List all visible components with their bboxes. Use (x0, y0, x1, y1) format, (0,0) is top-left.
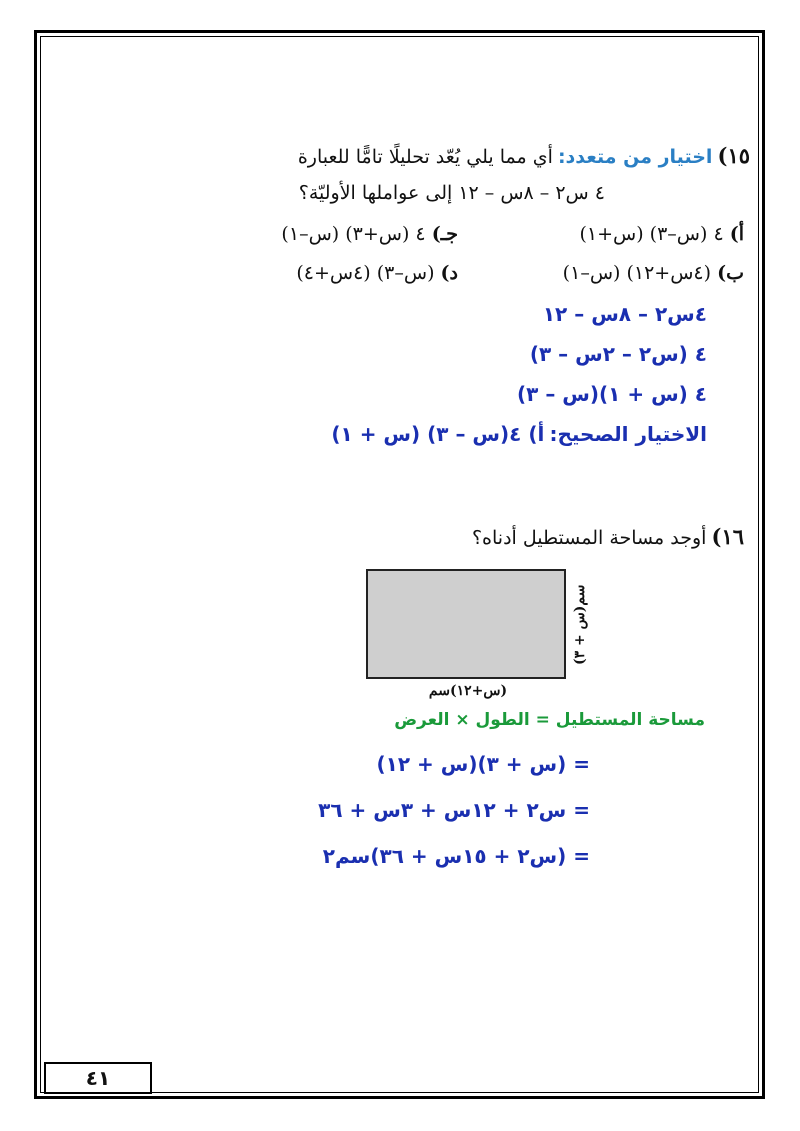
option-c-text: ٤ (س+٣) (س–١) (281, 223, 426, 245)
q16-number: ١٦) (711, 524, 744, 549)
q15-option-d (296, 262, 458, 284)
q15-option-a (579, 223, 744, 245)
answer-label: الاختيار الصحيح: (549, 422, 707, 446)
q16-header (472, 524, 744, 549)
q15-solution-step2: ٤ (س٢ – ٢س – ٣) (529, 342, 707, 366)
rectangle-bottom-label: (س+١٢)سم (428, 683, 508, 699)
q15-text-line2: ٤ س٢ – ٨س – ١٢ إلى عواملها الأوليّة؟ (298, 182, 605, 204)
q15-option-c (281, 223, 458, 245)
q15-option-b (563, 262, 744, 284)
q15-answer (331, 422, 707, 446)
q15-label: اختيار من متعدد: (557, 146, 713, 168)
q15-solution-step1: ٤س٢ – ٨س – ١٢ (542, 302, 707, 326)
option-a-letter: أ) (729, 223, 744, 245)
q16-solution-step1: = (س + ٣)(س + ١٢) (376, 752, 590, 776)
q15-solution-step3: ٤ (س + ١)(س – ٣) (517, 382, 707, 406)
rectangle-figure (366, 569, 566, 679)
q15-text-line1: أي مما يلي يُعّد تحليلًا تامًّا للعبارة (297, 146, 553, 168)
option-b-letter: ب) (717, 262, 744, 284)
q15-number: ١٥) (717, 143, 750, 168)
q16-solution-step2: = س٢ + ١٢س + ٣س + ٣٦ (318, 798, 590, 822)
option-a-text: ٤ (س–٣) (س+١) (579, 223, 724, 245)
q15-header (298, 143, 750, 168)
q16-text: أوجد مساحة المستطيل أدناه؟ (471, 527, 707, 549)
option-d-letter: د) (440, 262, 458, 284)
rectangle-side-label: (س + ٣)سم (572, 584, 588, 666)
q16-solution-step3: = (س٢ + ١٥س + ٣٦)سم٢ (322, 844, 590, 868)
q16-area-formula: مساحة المستطيل = الطول × العرض (394, 710, 705, 730)
option-b-text: (٤س+١٢) (س–١) (562, 262, 712, 284)
option-c-letter: جـ) (431, 223, 458, 245)
page-number: ٤١ (44, 1062, 152, 1094)
answer-value: أ) ٤(س – ٣) (س + ١) (331, 422, 545, 446)
option-d-text: (س–٣) (٤س+٤) (296, 262, 435, 284)
